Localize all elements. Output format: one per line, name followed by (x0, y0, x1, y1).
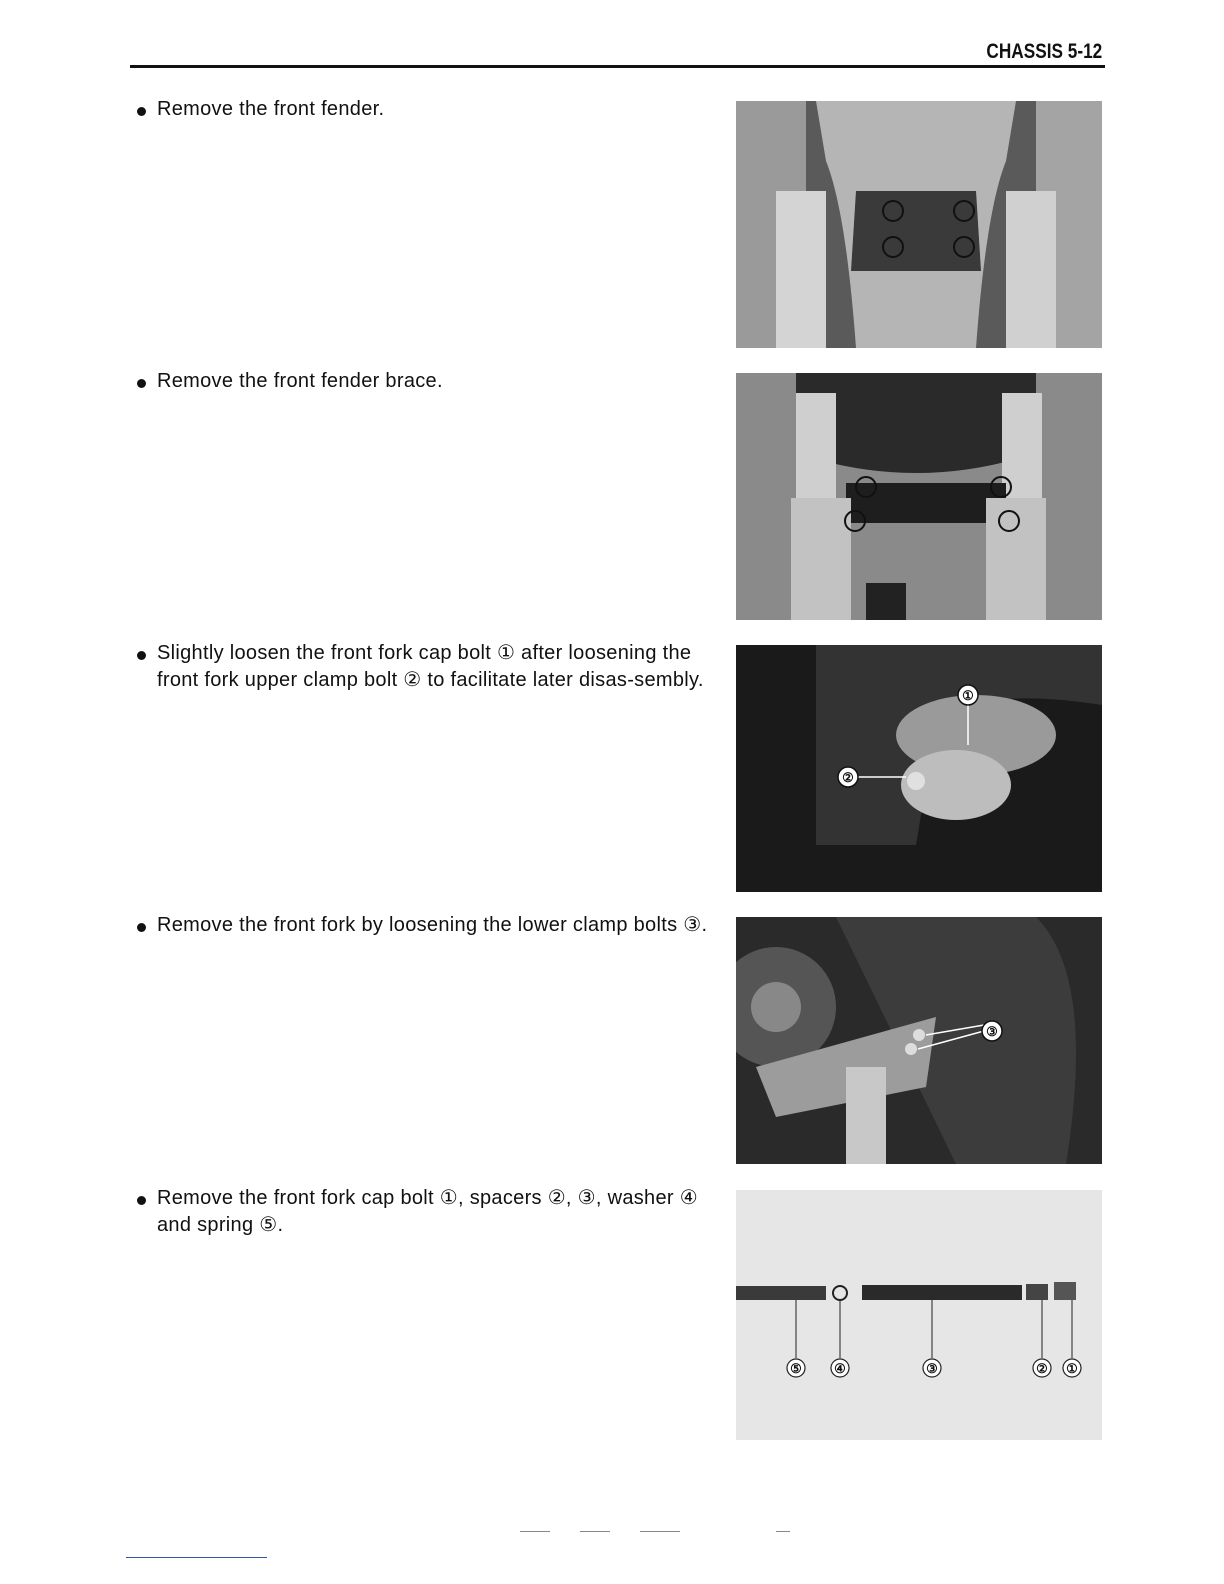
callout-2: ② (842, 770, 854, 785)
step-2 (137, 368, 712, 395)
scan-mark (520, 1531, 550, 1532)
scan-mark (640, 1531, 680, 1532)
photo-fork-clamp (736, 645, 1102, 892)
callout-1: ① (1066, 1361, 1078, 1376)
bullet-icon (137, 1196, 146, 1205)
callout-1: ① (962, 688, 974, 703)
page-header-title: CHASSIS 5-12 (986, 40, 1102, 63)
footer-rule (126, 1557, 267, 1558)
header-rule (130, 65, 1105, 68)
bullet-icon (137, 379, 146, 388)
step-5-text: Remove the front fork cap bolt ①, spacers ②, ③, washer ④ and spring ⑤. (157, 1187, 698, 1236)
step-5 (137, 1185, 712, 1239)
scan-mark (776, 1531, 790, 1532)
scan-mark (580, 1531, 610, 1532)
step-1 (137, 96, 712, 123)
step-2-text: Remove the front fender brace. (157, 370, 443, 392)
callout-5: ⑤ (790, 1361, 802, 1376)
callout-3: ③ (926, 1361, 938, 1376)
photo-lower-clamp (736, 917, 1102, 1164)
callout-4: ④ (834, 1361, 846, 1376)
callout-3: ③ (986, 1024, 998, 1039)
bullet-icon (137, 651, 146, 660)
step-4 (137, 912, 712, 939)
photo-fender-brace (736, 373, 1102, 620)
step-3-text: Slightly loosen the front fork cap bolt ① after loosening the front fork upper clamp bolt ② to facilitate later disas-sembly. (157, 642, 704, 691)
bullet-icon (137, 923, 146, 932)
photo-fork-parts (736, 1190, 1102, 1440)
bullet-icon (137, 107, 146, 116)
step-3 (137, 640, 712, 694)
step-4-text: Remove the front fork by loosening the lower clamp bolts ③. (157, 914, 708, 936)
callout-2: ② (1036, 1361, 1048, 1376)
photo-front-fender (736, 101, 1102, 348)
step-1-text: Remove the front fender. (157, 98, 385, 120)
